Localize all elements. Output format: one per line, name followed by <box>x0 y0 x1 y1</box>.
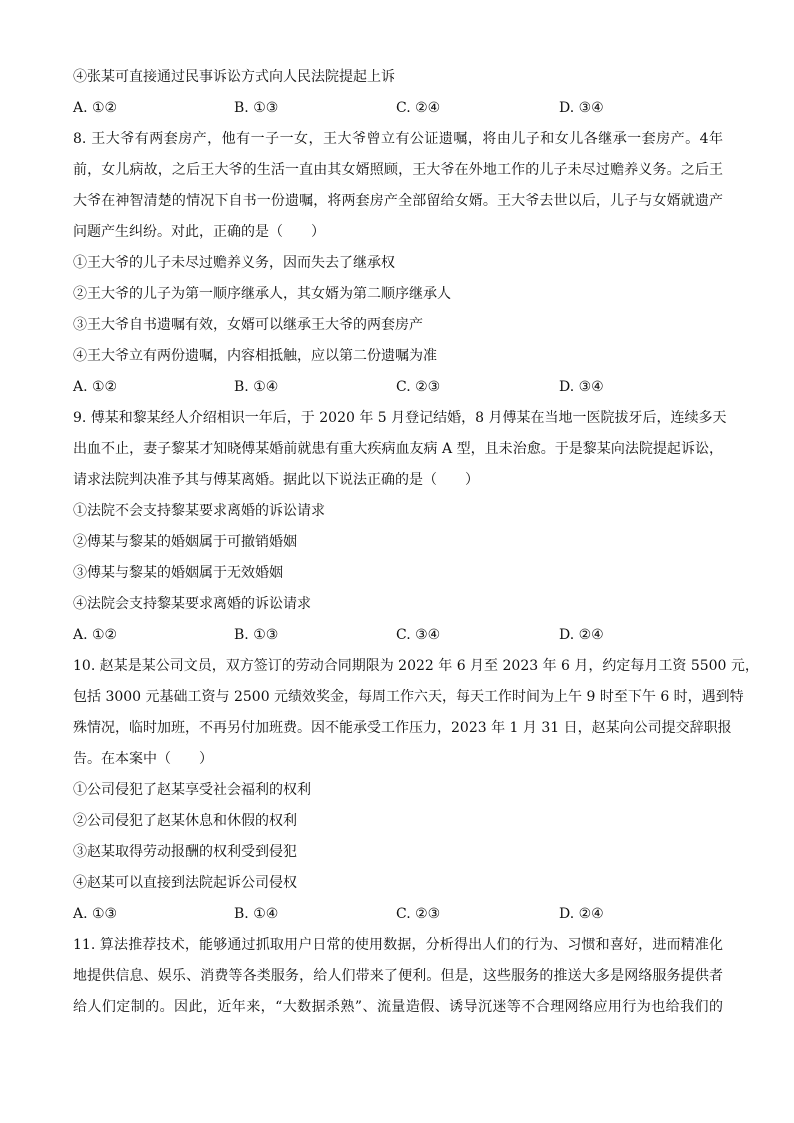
answer-options <box>73 93 723 124</box>
question-stem-line: 出血不止，妻子黎某才知晓傅某婚前就患有重大疾病血友病 A 型，且未治愈。于是黎某向法院提起诉讼， <box>73 441 723 457</box>
question-8 <box>73 124 723 403</box>
answer-options <box>73 899 723 930</box>
question-stem-line: 10. 赵某是某公司文员，双方签订的劳动合同期限为 2022 年 6 月至 2023 年 6 月，约定每月工资 5500 元， <box>73 658 759 674</box>
statement: ①法院不会支持黎某要求离婚的诉讼请求 <box>73 503 325 519</box>
question-stem-line: 问题产生纠纷。对此，正确的是（ ） <box>73 224 325 240</box>
option-a[interactable]: A. ①② <box>73 379 118 395</box>
option-a[interactable]: A. ①② <box>73 100 118 116</box>
option-a[interactable]: A. ①③ <box>73 906 118 922</box>
statement: ③傅某与黎某的婚姻属于无效婚姻 <box>73 565 283 581</box>
statement: ④王大爷立有两份遗嘱，内容相抵触，应以第二份遗嘱为准 <box>73 348 437 364</box>
question-11 <box>73 930 723 1023</box>
question-stem-line: 9. 傅某和黎某经人介绍相识一年后，于 2020 年 5 月登记结婚，8 月傅某在当地一医院拔牙后，连续多天 <box>73 410 727 426</box>
document-page <box>73 62 759 1023</box>
question-stem-line: 包括 3000 元基础工资与 2500 元绩效奖金，每周工作六天，每天工作时间为上午 9 时至下午 6 时，遇到特 <box>73 689 744 705</box>
option-d[interactable]: D. ③④ <box>559 100 604 116</box>
question-stem-line: 前，女儿病故，之后王大爷的生活一直由其女婿照顾，王大爷在外地工作的儿子未尽过赡养义务。之后王 <box>73 162 723 178</box>
statement: ②公司侵犯了赵某休息和休假的权利 <box>73 813 297 829</box>
answer-options <box>73 620 723 651</box>
option-d[interactable]: D. ②④ <box>559 906 604 922</box>
question-stem-line: 11. 算法推荐技术，能够通过抓取用户日常的使用数据，分析得出人们的行为、习惯和喜好，进而精准化 <box>73 937 723 953</box>
option-d[interactable]: D. ②④ <box>559 627 604 643</box>
option-d[interactable]: D. ③④ <box>559 379 604 395</box>
question-stem-line: 殊情况，临时加班，不再另付加班费。因不能承受工作压力，2023 年 1 月 31 日，赵某向公司提交辞职报 <box>73 720 732 736</box>
question-stem-line: 8. 王大爷有两套房产，他有一子一女，王大爷曾立有公证遗嘱，将由儿子和女儿各继承一套房产。4年 <box>73 131 723 147</box>
option-b[interactable]: B. ①③ <box>234 100 279 116</box>
option-c[interactable]: C. ②③ <box>396 906 441 922</box>
statement: ③赵某取得劳动报酬的权利受到侵犯 <box>73 844 297 860</box>
question-9 <box>73 403 727 651</box>
statement: ④张某可直接通过民事诉讼方式向人民法院提起上诉 <box>73 69 395 85</box>
question-stem-line: 请求法院判决准予其与傅某离婚。据此以下说法正确的是（ ） <box>73 472 479 488</box>
question-stem-line: 告。在本案中（ ） <box>73 751 213 767</box>
statement: ②傅某与黎某的婚姻属于可撤销婚姻 <box>73 534 297 550</box>
statement: ①王大爷的儿子未尽过赡养义务，因而失去了继承权 <box>73 255 395 271</box>
statement: ①公司侵犯了赵某享受社会福利的权利 <box>73 782 311 798</box>
option-b[interactable]: B. ①④ <box>234 906 279 922</box>
question-10 <box>73 651 759 930</box>
question-stem-line: 地提供信息、娱乐、消费等各类服务，给人们带来了便利。但是，这些服务的推送大多是网络服务提供者 <box>73 968 723 984</box>
option-a[interactable]: A. ①② <box>73 627 118 643</box>
option-c[interactable]: C. ②③ <box>396 379 441 395</box>
statement: ②王大爷的儿子为第一顺序继承人，其女婿为第二顺序继承人 <box>73 286 451 302</box>
question-7-fragment <box>73 62 723 124</box>
option-b[interactable]: B. ①④ <box>234 379 279 395</box>
statement: ③王大爷自书遗嘱有效，女婿可以继承王大爷的两套房产 <box>73 317 423 333</box>
question-stem-line: 大爷在神智清楚的情况下自书一份遗嘱，将两套房产全部留给女婿。王大爷去世以后，儿子与女婿就遗产 <box>73 193 723 209</box>
statement: ④法院会支持黎某要求离婚的诉讼请求 <box>73 596 311 612</box>
answer-options <box>73 372 723 403</box>
option-c[interactable]: C. ②④ <box>396 100 441 116</box>
statement: ④赵某可以直接到法院起诉公司侵权 <box>73 875 297 891</box>
question-stem-line: 给人们定制的。因此，近年来，“大数据杀熟”、流量造假、诱导沉迷等不合理网络应用行为也给我们的 <box>73 999 723 1015</box>
option-b[interactable]: B. ①③ <box>234 627 279 643</box>
option-c[interactable]: C. ③④ <box>396 627 441 643</box>
